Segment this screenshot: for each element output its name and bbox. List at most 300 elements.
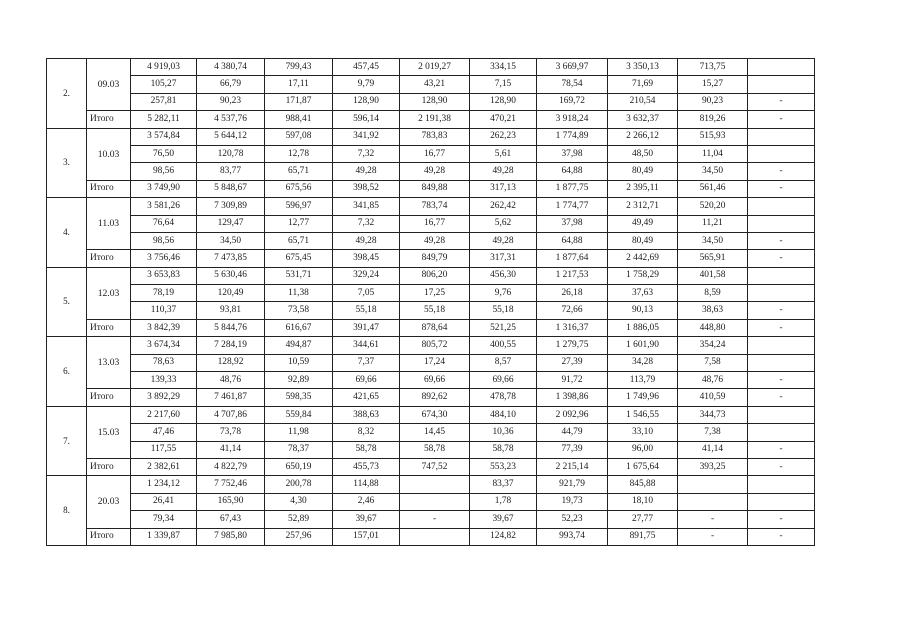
table-cell: - <box>748 389 815 406</box>
table-cell: 110,37 <box>131 302 197 319</box>
table-cell <box>400 528 470 545</box>
table-cell: 7,38 <box>678 424 748 441</box>
table-cell: 12,77 <box>265 215 333 232</box>
total-row <box>47 180 815 197</box>
table-cell <box>748 285 815 302</box>
table-row <box>47 354 815 371</box>
table-cell: 7 752,46 <box>197 476 265 493</box>
table-cell: 805,72 <box>400 337 470 354</box>
total-label: Итого <box>87 458 131 475</box>
total-label: Итого <box>87 389 131 406</box>
table-cell: 10,36 <box>470 424 537 441</box>
table-cell: 16,77 <box>400 145 470 162</box>
group-number: 5. <box>47 267 87 337</box>
table-cell: 26,18 <box>537 285 608 302</box>
table-cell: 65,71 <box>265 163 333 180</box>
table-cell: 257,81 <box>131 93 197 110</box>
table-cell: 5,62 <box>470 215 537 232</box>
table-cell: - <box>748 528 815 545</box>
table-cell: 2,46 <box>333 493 400 510</box>
table-cell: 48,76 <box>197 372 265 389</box>
table-cell: 37,98 <box>537 215 608 232</box>
table-cell: 5 282,11 <box>131 111 197 128</box>
table-cell: 83,37 <box>470 476 537 493</box>
table-cell: 80,49 <box>608 232 678 249</box>
table-cell: 455,73 <box>333 458 400 475</box>
table-cell: 43,21 <box>400 76 470 93</box>
table-cell: 78,63 <box>131 354 197 371</box>
table-cell: 470,21 <box>470 111 537 128</box>
table-cell: 3 669,97 <box>537 59 608 76</box>
table-cell: 78,37 <box>265 441 333 458</box>
table-cell: 27,39 <box>537 354 608 371</box>
table-cell <box>748 476 815 493</box>
table-cell: 39,67 <box>333 511 400 528</box>
table-cell: 3 574,84 <box>131 128 197 145</box>
table-cell: 83,77 <box>197 163 265 180</box>
table-cell: 341,92 <box>333 128 400 145</box>
table-cell: 398,52 <box>333 180 400 197</box>
table-cell <box>748 215 815 232</box>
table-cell: 4,30 <box>265 493 333 510</box>
table-cell: 5 630,46 <box>197 267 265 284</box>
table-cell: 3 350,13 <box>608 59 678 76</box>
table-cell: 7,32 <box>333 215 400 232</box>
table-cell: 7,58 <box>678 354 748 371</box>
table-cell: 120,78 <box>197 145 265 162</box>
table-cell: 1 546,55 <box>608 406 678 423</box>
table-cell: 72,66 <box>537 302 608 319</box>
table-cell: 78,54 <box>537 76 608 93</box>
table-cell: 78,19 <box>131 285 197 302</box>
table-cell: 1 234,12 <box>131 476 197 493</box>
table-cell: 921,79 <box>537 476 608 493</box>
table-cell: 400,55 <box>470 337 537 354</box>
table-cell: 19,73 <box>537 493 608 510</box>
total-label: Итого <box>87 250 131 267</box>
table-cell: 171,87 <box>265 93 333 110</box>
table-row <box>47 267 815 284</box>
table-cell: 2 382,61 <box>131 458 197 475</box>
table-cell: 37,98 <box>537 145 608 162</box>
table-cell: - <box>748 111 815 128</box>
table-cell: 105,27 <box>131 76 197 93</box>
table-cell: 15,27 <box>678 76 748 93</box>
table-cell: - <box>678 528 748 545</box>
table-cell: 456,30 <box>470 267 537 284</box>
table-cell: 3 918,24 <box>537 111 608 128</box>
table-cell: 650,19 <box>265 458 333 475</box>
table-cell: 7 461,87 <box>197 389 265 406</box>
table-cell: 34,50 <box>678 232 748 249</box>
group-number: 8. <box>47 476 87 546</box>
table-cell: 1,78 <box>470 493 537 510</box>
table-cell: 484,10 <box>470 406 537 423</box>
table-cell <box>748 424 815 441</box>
table-cell: 344,61 <box>333 337 400 354</box>
table-cell: 157,01 <box>333 528 400 545</box>
table-cell: 165,90 <box>197 493 265 510</box>
table-row <box>47 198 815 215</box>
table-row <box>47 145 815 162</box>
table-cell: 1 316,37 <box>537 319 608 336</box>
table-cell: 1 877,75 <box>537 180 608 197</box>
table-cell: 27,77 <box>608 511 678 528</box>
table-row <box>47 285 815 302</box>
table-cell: 993,74 <box>537 528 608 545</box>
table-cell: 200,78 <box>265 476 333 493</box>
table-cell: - <box>748 93 815 110</box>
table-cell: 91,72 <box>537 372 608 389</box>
table-cell: 128,90 <box>470 93 537 110</box>
table-cell: 38,63 <box>678 302 748 319</box>
table-cell: 674,30 <box>400 406 470 423</box>
total-label: Итого <box>87 319 131 336</box>
table-cell <box>748 354 815 371</box>
table-cell: 457,45 <box>333 59 400 76</box>
table-row <box>47 128 815 145</box>
table-cell: 598,35 <box>265 389 333 406</box>
table-cell: 14,45 <box>400 424 470 441</box>
total-label: Итого <box>87 528 131 545</box>
table-cell: 17,11 <box>265 76 333 93</box>
data-table-sheet <box>46 58 814 562</box>
table-cell: 71,69 <box>608 76 678 93</box>
table-cell: - <box>748 180 815 197</box>
table-row <box>47 215 815 232</box>
data-table <box>46 58 815 546</box>
table-cell: 341,85 <box>333 198 400 215</box>
table-cell: 5 844,76 <box>197 319 265 336</box>
group-number: 2. <box>47 59 87 129</box>
table-cell: 7,32 <box>333 145 400 162</box>
table-cell <box>748 267 815 284</box>
table-cell: 521,25 <box>470 319 537 336</box>
table-cell: 49,49 <box>608 215 678 232</box>
table-cell: - <box>748 372 815 389</box>
table-cell: 988,41 <box>265 111 333 128</box>
group-date: 09.03 <box>87 59 131 111</box>
table-cell: 17,24 <box>400 354 470 371</box>
table-cell: 799,43 <box>265 59 333 76</box>
table-row <box>47 232 815 249</box>
table-cell: 1 398,86 <box>537 389 608 406</box>
table-cell: 3 653,83 <box>131 267 197 284</box>
table-cell: 401,58 <box>678 267 748 284</box>
table-cell: - <box>748 511 815 528</box>
table-row <box>47 493 815 510</box>
table-cell: 49,28 <box>470 232 537 249</box>
table-cell: 90,23 <box>678 93 748 110</box>
table-cell: 64,88 <box>537 232 608 249</box>
table-cell: 806,20 <box>400 267 470 284</box>
table-cell: 616,67 <box>265 319 333 336</box>
table-cell: 18,10 <box>608 493 678 510</box>
table-row <box>47 337 815 354</box>
table-cell: 3 581,26 <box>131 198 197 215</box>
table-cell: 69,66 <box>400 372 470 389</box>
table-cell: 79,34 <box>131 511 197 528</box>
table-cell: 262,42 <box>470 198 537 215</box>
table-cell: 48,76 <box>678 372 748 389</box>
table-cell: - <box>748 319 815 336</box>
table-row <box>47 302 815 319</box>
table-cell: 393,25 <box>678 458 748 475</box>
table-cell: 65,71 <box>265 232 333 249</box>
table-cell: 1 675,64 <box>608 458 678 475</box>
table-cell: 7 309,89 <box>197 198 265 215</box>
table-cell: 3 756,46 <box>131 250 197 267</box>
table-cell: 3 632,37 <box>608 111 678 128</box>
table-row <box>47 163 815 180</box>
table-cell: 58,78 <box>333 441 400 458</box>
table-cell: 49,28 <box>400 163 470 180</box>
table-cell: 597,08 <box>265 128 333 145</box>
table-cell: 7,37 <box>333 354 400 371</box>
table-cell: 124,82 <box>470 528 537 545</box>
table-cell: 26,41 <box>131 493 197 510</box>
table-cell: 2 266,12 <box>608 128 678 145</box>
table-cell: 39,67 <box>470 511 537 528</box>
total-row <box>47 528 815 545</box>
table-cell: 44,79 <box>537 424 608 441</box>
table-cell: 49,28 <box>400 232 470 249</box>
table-cell: 2 092,96 <box>537 406 608 423</box>
table-cell: 49,28 <box>333 163 400 180</box>
table-cell: 1 749,96 <box>608 389 678 406</box>
table-cell: 2 442,69 <box>608 250 678 267</box>
table-body <box>47 59 815 546</box>
table-cell: 49,28 <box>470 163 537 180</box>
table-cell: 10,59 <box>265 354 333 371</box>
table-cell: 73,78 <box>197 424 265 441</box>
table-cell: 553,23 <box>470 458 537 475</box>
table-cell: - <box>748 163 815 180</box>
group-number: 6. <box>47 337 87 407</box>
table-cell: 66,79 <box>197 76 265 93</box>
table-cell: 713,75 <box>678 59 748 76</box>
table-cell: 317,31 <box>470 250 537 267</box>
table-cell: 2 191,38 <box>400 111 470 128</box>
table-cell: 58,78 <box>470 441 537 458</box>
table-row <box>47 511 815 528</box>
table-cell: 11,98 <box>265 424 333 441</box>
table-cell: 4 537,76 <box>197 111 265 128</box>
table-cell: 1 877,64 <box>537 250 608 267</box>
table-cell: 596,14 <box>333 111 400 128</box>
table-cell: 5 848,67 <box>197 180 265 197</box>
table-row <box>47 424 815 441</box>
table-cell: 3 674,34 <box>131 337 197 354</box>
table-cell: 891,75 <box>608 528 678 545</box>
table-cell: 64,88 <box>537 163 608 180</box>
table-cell: 37,63 <box>608 285 678 302</box>
table-cell: 747,52 <box>400 458 470 475</box>
table-cell: 410,59 <box>678 389 748 406</box>
table-cell: 117,55 <box>131 441 197 458</box>
table-cell: 1 339,87 <box>131 528 197 545</box>
table-cell: 4 919,03 <box>131 59 197 76</box>
table-cell <box>748 493 815 510</box>
table-cell: 7,15 <box>470 76 537 93</box>
group-number: 3. <box>47 128 87 198</box>
group-date: 15.03 <box>87 406 131 458</box>
table-cell: 5 644,12 <box>197 128 265 145</box>
table-cell: 344,73 <box>678 406 748 423</box>
table-cell: 494,87 <box>265 337 333 354</box>
table-cell: 114,88 <box>333 476 400 493</box>
group-date: 12.03 <box>87 267 131 319</box>
table-cell: 98,56 <box>131 163 197 180</box>
table-row <box>47 59 815 76</box>
table-cell: 11,04 <box>678 145 748 162</box>
table-cell <box>748 337 815 354</box>
table-cell: - <box>748 302 815 319</box>
table-cell: 98,56 <box>131 232 197 249</box>
table-cell: 58,78 <box>400 441 470 458</box>
table-cell: 849,79 <box>400 250 470 267</box>
table-cell: 113,79 <box>608 372 678 389</box>
table-cell <box>748 59 815 76</box>
group-date: 13.03 <box>87 337 131 389</box>
table-cell: 391,47 <box>333 319 400 336</box>
table-cell: - <box>748 250 815 267</box>
table-cell: 1 601,90 <box>608 337 678 354</box>
table-cell: 9,79 <box>333 76 400 93</box>
table-cell: 77,39 <box>537 441 608 458</box>
table-cell <box>400 493 470 510</box>
table-cell <box>748 128 815 145</box>
table-cell <box>400 476 470 493</box>
table-cell: 7,05 <box>333 285 400 302</box>
total-label: Итого <box>87 111 131 128</box>
table-cell: 4 822,79 <box>197 458 265 475</box>
table-cell <box>748 145 815 162</box>
table-cell: 48,50 <box>608 145 678 162</box>
table-cell: 52,23 <box>537 511 608 528</box>
table-cell: 7 473,85 <box>197 250 265 267</box>
table-cell: 210,54 <box>608 93 678 110</box>
table-cell: 849,88 <box>400 180 470 197</box>
table-cell: 8,32 <box>333 424 400 441</box>
table-cell: 421,65 <box>333 389 400 406</box>
table-cell: 129,47 <box>197 215 265 232</box>
table-row <box>47 476 815 493</box>
table-cell: 1 774,89 <box>537 128 608 145</box>
table-cell: 80,49 <box>608 163 678 180</box>
table-cell: 47,46 <box>131 424 197 441</box>
table-cell: 448,80 <box>678 319 748 336</box>
table-cell: 120,49 <box>197 285 265 302</box>
table-cell: 69,66 <box>333 372 400 389</box>
table-row <box>47 372 815 389</box>
table-cell: 4 707,86 <box>197 406 265 423</box>
table-cell: 76,64 <box>131 215 197 232</box>
table-cell: 128,90 <box>333 93 400 110</box>
table-cell: 2 395,11 <box>608 180 678 197</box>
group-number: 7. <box>47 406 87 476</box>
group-number: 4. <box>47 198 87 268</box>
table-cell: 55,18 <box>400 302 470 319</box>
table-cell: 11,21 <box>678 215 748 232</box>
table-cell: 1 758,29 <box>608 267 678 284</box>
table-cell: 33,10 <box>608 424 678 441</box>
table-cell: 55,18 <box>470 302 537 319</box>
table-cell: 845,88 <box>608 476 678 493</box>
table-cell: - <box>748 232 815 249</box>
table-cell: 1 217,53 <box>537 267 608 284</box>
table-cell: 34,50 <box>197 232 265 249</box>
table-row <box>47 406 815 423</box>
table-cell: - <box>400 511 470 528</box>
table-cell: - <box>678 511 748 528</box>
table-cell <box>748 76 815 93</box>
total-row <box>47 111 815 128</box>
table-cell: 9,76 <box>470 285 537 302</box>
table-row <box>47 76 815 93</box>
table-cell: 92,89 <box>265 372 333 389</box>
table-cell: 531,71 <box>265 267 333 284</box>
table-cell: 41,14 <box>197 441 265 458</box>
table-cell: 128,90 <box>400 93 470 110</box>
table-cell: 16,77 <box>400 215 470 232</box>
table-cell: 128,92 <box>197 354 265 371</box>
table-cell: - <box>748 458 815 475</box>
group-date: 10.03 <box>87 128 131 180</box>
table-cell: 1 279,75 <box>537 337 608 354</box>
table-cell: 4 380,74 <box>197 59 265 76</box>
table-cell: 2 019,27 <box>400 59 470 76</box>
table-cell: 561,46 <box>678 180 748 197</box>
table-cell: 49,28 <box>333 232 400 249</box>
table-cell: 41,14 <box>678 441 748 458</box>
table-cell: 317,13 <box>470 180 537 197</box>
table-cell: 11,38 <box>265 285 333 302</box>
table-cell: 17,25 <box>400 285 470 302</box>
table-cell: 354,24 <box>678 337 748 354</box>
table-cell: 596,97 <box>265 198 333 215</box>
table-cell: 169,72 <box>537 93 608 110</box>
table-cell: 878,64 <box>400 319 470 336</box>
table-cell: 139,33 <box>131 372 197 389</box>
table-cell: 3 892,29 <box>131 389 197 406</box>
table-cell: 7 985,80 <box>197 528 265 545</box>
table-cell: 7 284,19 <box>197 337 265 354</box>
table-cell <box>748 198 815 215</box>
table-cell: 892,62 <box>400 389 470 406</box>
table-cell: 90,13 <box>608 302 678 319</box>
table-cell: 783,74 <box>400 198 470 215</box>
table-cell: 2 215,14 <box>537 458 608 475</box>
table-cell: 262,23 <box>470 128 537 145</box>
table-cell: 73,58 <box>265 302 333 319</box>
total-row <box>47 458 815 475</box>
table-cell: - <box>748 441 815 458</box>
table-cell: 12,78 <box>265 145 333 162</box>
table-cell: 3 749,90 <box>131 180 197 197</box>
table-cell: 515,93 <box>678 128 748 145</box>
table-cell: 520,20 <box>678 198 748 215</box>
table-cell: 675,56 <box>265 180 333 197</box>
table-cell: 478,78 <box>470 389 537 406</box>
group-date: 11.03 <box>87 198 131 250</box>
table-cell: 675,45 <box>265 250 333 267</box>
table-cell <box>678 476 748 493</box>
table-cell: 69,66 <box>470 372 537 389</box>
table-row <box>47 93 815 110</box>
table-cell: 34,50 <box>678 163 748 180</box>
table-cell: 559,84 <box>265 406 333 423</box>
